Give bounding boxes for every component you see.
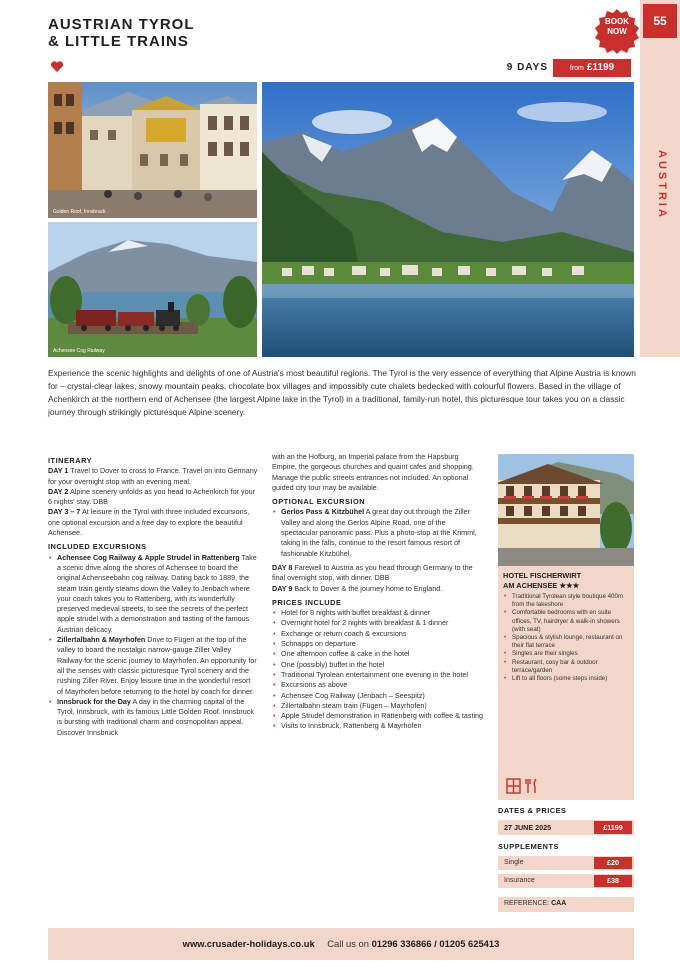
hotel-feature-item: • Lift to all floors (some steps inside) (503, 675, 631, 683)
page-number: 55 (643, 4, 677, 38)
book-now-line-1: BOOK (605, 17, 629, 26)
hotel-name-line-2: AM ACHENSEE ★★★ (503, 580, 580, 590)
day-8-label: DAY 8 (272, 562, 293, 572)
reference-label: REFERENCE: (504, 900, 550, 907)
day-2-text: Alpine scenery unfolds as you head to Achenkirch for your 6 nights' stay. DBB (48, 486, 255, 507)
day-9-text: Back to Dover & the journey home to England. (294, 583, 443, 593)
supplement-insurance-price: £38 (594, 875, 632, 887)
phone-numbers[interactable]: 01296 336866 / 01205 625413 (371, 938, 500, 949)
intro-paragraph: Experience the scenic highlights and delights of one of Austria's most beautiful regions. The Tyrol is the very essence of everything that Alpine Austria is known for – crystal-clear lakes, snowy mountain peaks, chocolate box villages and impossibly cute chalets bedecked with colourful flowers. Based in the village of Achenkirch at the northern end of Achensee (the largest Alpine lake in the Tyrol) in a traditional, family-run hotel, this picturesque tour takes you on a classic journey through strikingly picturesque Alpine scenery. (48, 368, 636, 417)
optional-name: Gerlos Pass & Kitzbühel (281, 507, 365, 517)
tour-duration: 9 DAYS (506, 62, 548, 73)
itinerary-day-3-7 (48, 507, 258, 538)
restaurant-icon (526, 779, 536, 793)
excursion-2-text: Drive to Fügen at the top of the valley to board the nostalgic narrow-gauge Ziller Valley Railway for the scenic journey to Mayrhofen. An opportunity for all the senses with classic picturesque Tyrol scenery and the rushing Ziller River. Enjoy leisure time in the wonderful resort of Mayrhofen before returning to the hotel by coach for dinner. (57, 635, 257, 696)
tour-title (48, 16, 195, 50)
dates-prices-heading: DATES & PRICES (498, 806, 567, 815)
heart-icon (50, 60, 64, 74)
hotel-feature-item: • Restaurant, cosy bar & outdoor terrace/garden (503, 659, 631, 675)
price-include-item: • Excursions as above (272, 680, 484, 690)
day-2-label: DAY 2 (48, 486, 69, 496)
title-line-2: & LITTLE TRAINS (48, 33, 189, 50)
hotel-feature-item: • Spacious & stylish lounge, restaurant on their flat terrace (503, 634, 631, 650)
itinerary-day-2 (48, 487, 258, 508)
book-now-line-2: NOW (607, 27, 627, 36)
prices-heading: PRICES INCLUDE (272, 597, 342, 607)
hotel-feature-item: • Singles are their singles (503, 650, 631, 658)
price-include-item: • Exchange or return coach & excursions (272, 629, 484, 639)
excursion-3-name: Innsbruck for the Day (57, 696, 131, 706)
reference-text (504, 900, 566, 907)
excursion-item (48, 553, 258, 635)
price-value: £1199 (586, 62, 615, 73)
lift-icon (507, 779, 520, 793)
footer-bar (48, 928, 634, 960)
departure-price: £1199 (594, 821, 632, 834)
hotel-features (503, 593, 631, 683)
book-now-text[interactable] (594, 17, 640, 37)
supplement-single-price: £20 (594, 857, 632, 869)
call-label: Call us on (327, 938, 369, 949)
included-heading: INCLUDED EXCURSIONS (48, 542, 147, 552)
hotel-name (503, 571, 631, 590)
innsbruck-caption: Golden Roof, Innsbruck (53, 209, 106, 215)
price-include-item: • Apple Strudel demonstration in Rattenberg with coffee & tasting (272, 711, 484, 721)
photo-mountain-lake (262, 82, 634, 357)
innsbruck-continuation: with an the Hofburg, an Imperial palace from the Hapsburg Empire, the gorgeous churches and quaint cafes and shopping. Manage the public streets entrances not included. An optional guided city tour may be available. (272, 452, 474, 492)
title-line-1: AUSTRIAN TYROL (48, 16, 195, 33)
photo-lake-train (48, 222, 257, 357)
price-include-item: • Achensee Cog Railway (Jenbach – Seespitz) (272, 691, 484, 701)
hotel-name-line-1: HOTEL FISCHERWIRT (503, 571, 582, 580)
price-include-item: • Schnapps on departure (272, 639, 484, 649)
hotel-feature-item: • Comfortable bedrooms with en suite offices, TV, hairdryer & walk-in showers (with seat) (503, 609, 631, 634)
column-details (272, 452, 484, 732)
price-include-item: • One afternoon coffee & cake in the hotel (272, 649, 484, 659)
itinerary-day-8 (272, 563, 484, 584)
day-1-label: DAY 1 (48, 466, 69, 476)
price-include-item: • Hotel for 8 nights with buffet breakfast & dinner (272, 608, 484, 618)
day-9-label: DAY 9 (272, 583, 293, 593)
supplement-insurance-label: Insurance (504, 877, 535, 884)
optional-text: A great day out through the Ziller Valley and along the Gerlos Alpine Road, one of the spectacular panoramic pass. Plus a photo-stop at the Krimml, taking in the falls, continue to the resort famous resort of fashionable Kitzbühel. (281, 507, 477, 558)
country-side-label: AUSTRIA (656, 150, 668, 220)
itinerary-day-1 (48, 466, 258, 487)
excursion-1-name: Achensee Cog Railway & Apple Strudel in Rattenberg (57, 552, 240, 562)
departure-date: 27 JUNE 2025 (504, 823, 552, 832)
day-3-7-label: DAY 3 – 7 (48, 507, 81, 517)
reference-row (498, 897, 634, 912)
website-link[interactable]: www.crusader-holidays.co.uk (182, 938, 315, 949)
price-include-item: • Overnight hotel for 2 nights with breakfast & 1 dinner (272, 618, 484, 628)
hotel-feature-item: • Traditional Tyrolean style boutique 400m from the lakeshore (503, 593, 631, 609)
reference-code: CAA (551, 900, 567, 907)
excursion-1-text: Take a scenic drive along the shores of Achensee to board the original Achenseebahn cog railway. Dating back to 1889, the steam train gently steams down the Valley to Jenbach where your coach takes you to Rattenberg, with its wonderfully preserved medieval streets, to see the secrets of the perfect apple strudel with a demonstration and tasting of the famous Austrian delicacy. (57, 552, 257, 634)
excursion-item (48, 635, 258, 697)
price-include-item: • Traditional Tyrolean entertainment one evening in the hotel (272, 670, 484, 680)
price-include-item: • Zillertalbahn steam train (Fügen – Mayrhofen) (272, 701, 484, 711)
excursion-3-text: A day in the charming capital of the Tyrol, Innsbruck, with its famous Little Golden Roof. Innsbruck is bursting with traditional charm and cosmopolitan appeal. Discover Innsbruck (57, 696, 254, 737)
column-itinerary (48, 452, 258, 738)
day-3-7-text: At leisure in the Tyrol with three included excursions, one optional excursion and a free day to explore the beautiful Achensee. (48, 507, 250, 538)
price-from-label: from (569, 65, 584, 72)
optional-item (272, 507, 484, 558)
optional-heading: OPTIONAL EXCURSION (272, 497, 366, 507)
day-8-text: Farewell to Austria as you head through Germany to the final overnight stop, with dinner. DBB (272, 562, 473, 583)
excursion-2-name: Zillertalbahn & Mayrhofen (57, 635, 146, 645)
price-include-item: • Visits to Innsbruck, Rattenberg & Mayrhofen (272, 721, 484, 731)
photo-hotel (498, 454, 634, 566)
price-include-item: • One (possibly) buffet in the hotel (272, 660, 484, 670)
train-caption: Achensee Cog Railway (53, 348, 105, 354)
itinerary-day-9 (272, 584, 484, 594)
supplements-heading: SUPPLEMENTS (498, 842, 559, 851)
itinerary-heading: ITINERARY (48, 456, 93, 465)
day-1-text: Travel to Dover to cross to France. Travel on into Germany for your overnight stop with an evening meal. (48, 466, 258, 486)
supplement-single-label: Single (504, 859, 524, 866)
hotel-amenity-icons (506, 778, 540, 799)
price-tag (553, 59, 631, 77)
excursion-item (48, 697, 258, 738)
photo-innsbruck (48, 82, 257, 218)
